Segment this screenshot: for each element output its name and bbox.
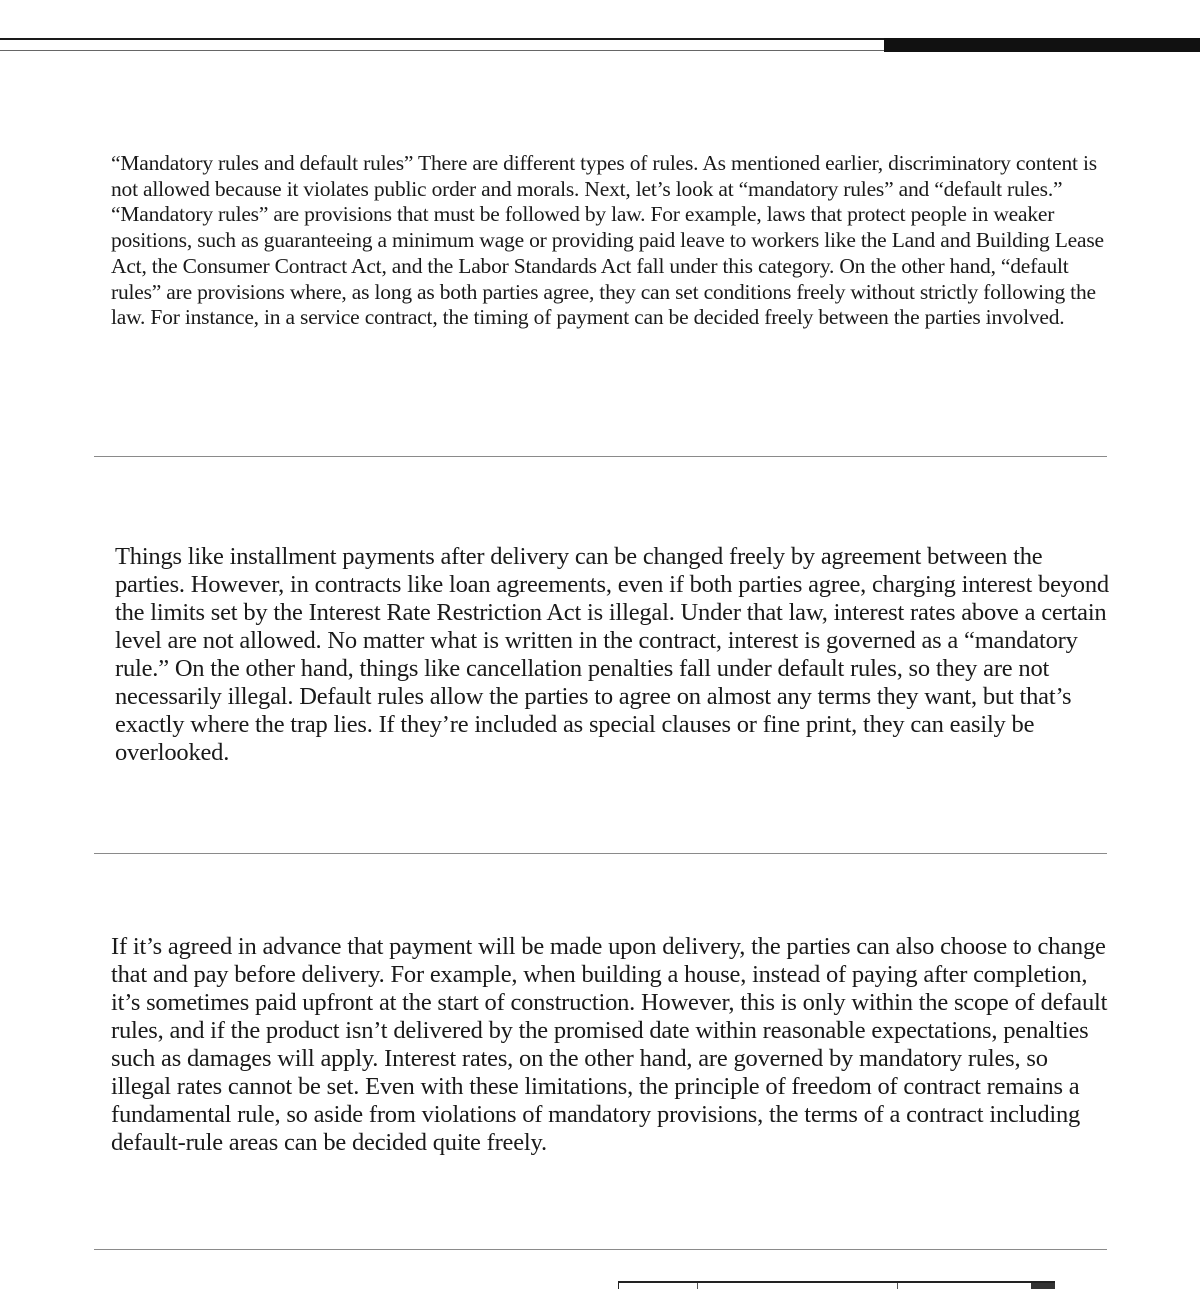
- footer-table-cell-line: [897, 1283, 898, 1289]
- section-divider: [94, 456, 1107, 457]
- paragraph-mandatory-default-rules: “Mandatory rules and default rules” There are different types of rules. As mentioned earlier, discriminatory content is not allowed because it violates public order and morals. Next, let’s look at “mandatory rules” and “default rules.” “Mandatory rules” are provisions that must be followed by law. For example, laws that protect people in weaker positions, such as guaranteeing a minimum wage or providing paid leave to workers like the Land and Building Lease Act, the Consumer Contract Act, and the Labor Standards Act fall under this category. On the other hand, “default rules” are provisions where, as long as both parties agree, they can set conditions freely without strictly following the law. For instance, in a service contract, the timing of payment can be decided freely between the parties involved.: [111, 151, 1104, 330]
- paragraph-installment-payments: Things like installment payments after delivery can be changed freely by agreement between the parties. However, in contracts like loan agreements, even if both parties agree, charging interest beyond the limits set by the Interest Rate Restriction Act is illegal. Under that law, interest rates above a certain level are not allowed. No matter what is written in the contract, interest is governed as a “mandatory rule.” On the other hand, things like cancellation penalties fall under default rules, so they are not necessarily illegal. Default rules allow the parties to agree on almost any terms they want, but that’s exactly where the trap lies. If they’re included as special clauses or fine print, they can easily be overlooked.: [115, 543, 1109, 766]
- paragraph-payment-on-delivery: If it’s agreed in advance that payment will be made upon delivery, the parties can also choose to change that and pay before delivery. For example, when building a house, instead of paying after completion, it’s sometimes paid upfront at the start of construction. However, this is only within the scope of default rules, and if the product isn’t delivered by the promised date within reasonable expectations, penalties such as damages will apply. Interest rates, on the other hand, are governed by mandatory rules, so illegal rates cannot be set. Even with these limitations, the principle of freedom of contract remains a fundamental rule, so aside from violations of mandatory provisions, the terms of a contract including default-rule areas can be decided quite freely.: [111, 933, 1108, 1156]
- footer-table-cell-line: [697, 1283, 698, 1289]
- footer-table-edge: [618, 1281, 1055, 1289]
- section-divider: [94, 1249, 1107, 1250]
- header-rule: [0, 38, 884, 40]
- section-divider: [94, 853, 1107, 854]
- header-rule-thick-bar: [884, 38, 1200, 52]
- header-rule-underline: [0, 50, 884, 51]
- footer-table-dark-cell: [1031, 1283, 1055, 1289]
